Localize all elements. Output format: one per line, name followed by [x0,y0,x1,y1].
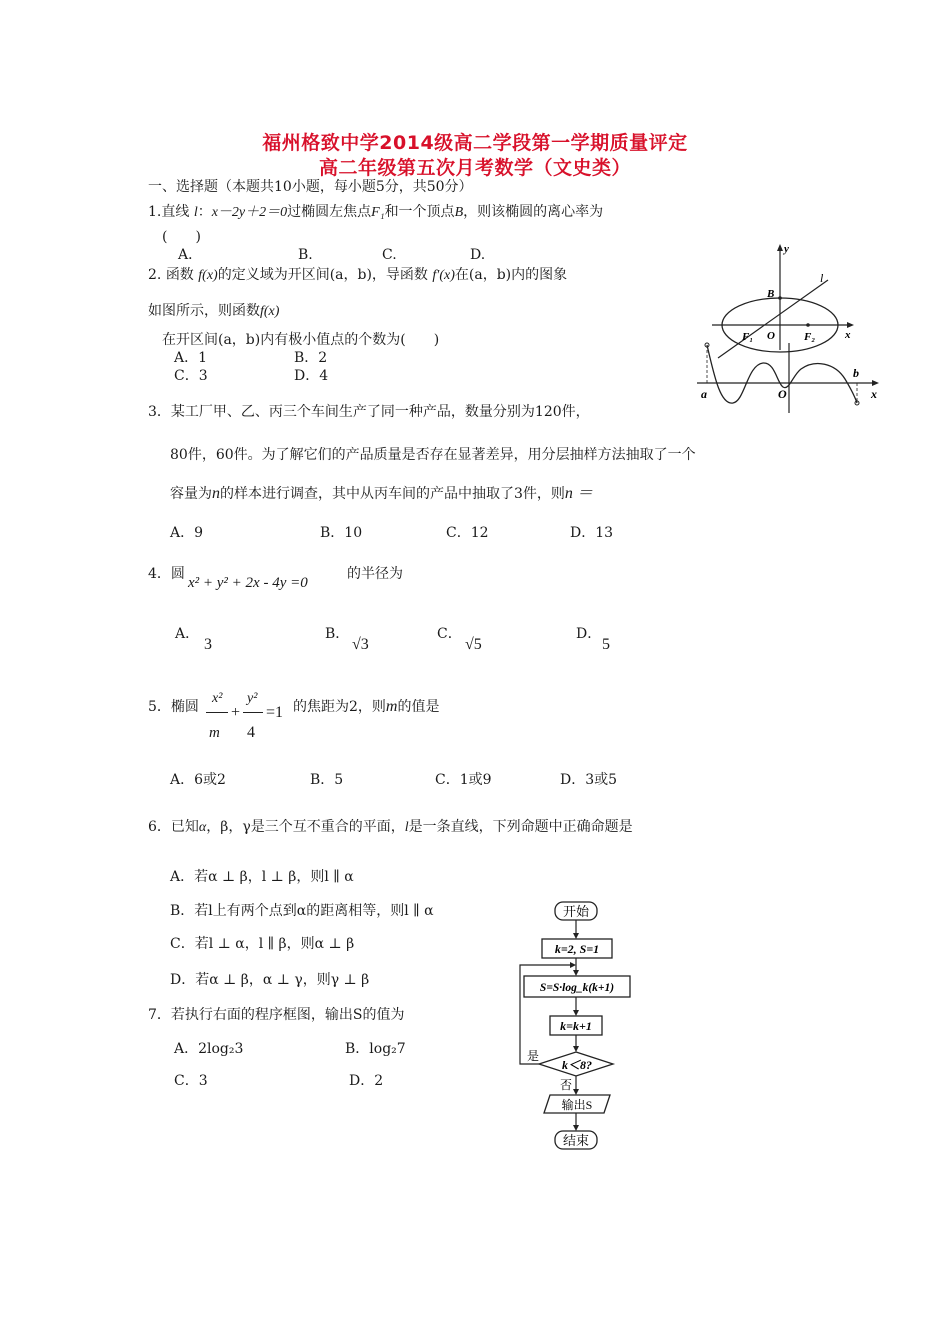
question-2 [148,266,567,285]
q5-text-a: 的焦距为2，则 [293,699,386,715]
question-1 [148,203,603,222]
q2-line3: 在开区间(a，b)内有极小值点的个数为( ) [162,332,440,348]
q1-option-b: B. [298,247,313,263]
q1-f1: F₁ [371,205,385,220]
q6-text-c: 是一条直线，下列命题中正确命题是 [408,819,633,835]
flow-no-label: 否 [560,1078,573,1092]
page-subtitle: 高二年级第五次月考数学（文史类） [318,157,631,179]
q2-fx2: f(x) [260,304,280,319]
y-arrow [777,244,783,251]
flow-arrowhead-6 [573,1125,579,1131]
q4-option-b: B． [325,626,350,642]
q5-text-b: 的值是 [397,699,440,715]
label-o: O [778,387,787,401]
flow-condition-label: k＜8? [561,1058,593,1072]
label-b: b [853,366,859,380]
q4-option-d: D． [576,626,602,642]
q6-line1 [148,818,633,837]
q2-text-b: 的定义域为开区间(a，b)，导函数 [217,267,428,283]
q7-line1: 7．若执行右面的程序框图，输出S的值为 [148,1007,405,1023]
q6-option-a: A．若α ⊥ β，l ⊥ β，则l ∥ α [170,869,354,885]
q6-option-b: B．若l上有两个点到α的距离相等，则l ∥ α [170,903,434,919]
section-heading: 一、选择题（本题共10小题，每小题5分，共50分） [148,179,473,195]
q6-l: l [404,820,409,835]
q1-num: 1. [148,204,162,220]
q5-frac1-bar [206,712,228,713]
q3-text-a: 容量为 [170,486,212,502]
q3-option-d: D．13 [570,525,614,541]
q4-value-a: 3 [204,636,212,653]
flow-arrowhead-2 [573,970,579,976]
label-b: B [767,288,775,300]
q2-fpx: f′(x) [432,268,455,283]
q2-option-c: C．3 [174,368,208,384]
q4-option-c: C． [437,626,462,642]
q5-num: 5．椭圆 [148,699,199,715]
q1-option-d: D. [470,247,486,263]
label-o: O [767,330,775,342]
flow-end-label: 结束 [562,1133,590,1148]
q6-alpha: α [198,820,207,835]
q6-text-b: ，β，γ是三个互不重合的平面， [206,819,405,835]
q5-frac2-num: y² [247,691,258,706]
q6-option-d: D．若α ⊥ β，α ⊥ γ，则γ ⊥ β [170,972,370,988]
q2-option-d: D．4 [294,368,329,384]
flow-arrowhead-4 [573,1046,579,1052]
q1-option-c: C. [382,247,397,263]
flow-increment-label: k=k+1 [560,1019,592,1033]
label-l: l [820,271,824,285]
point-b [778,296,782,300]
page-title: 福州格致中学2014级高二学段第一学期质量评定 [262,132,688,154]
q1-option-a: A． [178,247,203,263]
q4-end: 的半径为 [347,566,403,582]
q2-num: 2. [148,267,162,283]
q6-option-c: C．若l ⊥ α，l ∥ β，则α ⊥ β [170,936,355,952]
flow-init-label: k=2, S=1 [554,942,600,956]
flow-loop-arrowhead [570,962,576,968]
q1-eq: x－2y＋2＝0 [211,205,288,220]
q5-frac1-den: m [209,725,220,741]
q5-option-c: C．1或9 [435,772,492,788]
flow-yes-label: 是 [527,1049,540,1063]
q5-m: m [385,698,398,715]
q1-colon: ： [197,204,212,220]
label-y: y [784,243,789,255]
q4-value-b: √3 [352,636,369,653]
q3-option-a: A．9 [170,525,204,541]
q1-end: ，则该椭圆的离心率为 [463,204,604,220]
q1-mid: 过椭圆左焦点 [287,204,372,220]
q2-text-a: 函数 [165,267,194,283]
q6-text-a: 6．已知 [148,819,199,835]
q1-paren: ( ) [162,229,201,245]
flow-start-label: 开始 [562,904,590,919]
q4-num: 4．圆 [148,566,185,582]
q3-n-eq: n ＝ [564,485,593,502]
q5-option-b: B．5 [310,772,344,788]
flowchart [510,895,640,1160]
q4-equation: x² + y² + 2x - 4y =0 [188,575,308,591]
q5-frac1-num: x² [212,691,223,706]
q3-line3 [170,485,593,503]
q2-option-b: B．2 [294,350,328,366]
q2-text-c: 在(a，b)内的图象 [454,267,568,283]
q2-line2 [148,302,279,321]
q2-text-d: 如图所示，则函数 [148,303,260,319]
x-arrow [847,322,854,328]
label-x: x [845,329,851,341]
q1-mid2: 和一个顶点 [384,204,455,220]
q5-end [293,698,439,716]
q3-n: n [212,485,220,502]
point-f2 [806,323,810,327]
q5-option-d: D．3或5 [560,772,618,788]
q5-plus: + [231,704,241,721]
q3-option-b: B．10 [320,525,363,541]
q2-fx: f(x) [198,268,218,283]
label-f1: F₁ [742,331,754,343]
q3-line1: 3．某工厂甲、乙、丙三个车间生产了同一种产品，数量分别为120件， [148,404,590,420]
q4-value-d: 5 [602,636,610,653]
q5-eq1: =1 [266,704,284,721]
q3-option-c: C．12 [446,525,489,541]
flow-arrowhead-5 [573,1089,579,1095]
q7-option-d: D．2 [349,1073,384,1089]
label-a: a [701,387,707,401]
q7-option-b: B．log₂7 [345,1041,406,1057]
q7-option-c: C．3 [174,1073,208,1089]
q2-option-a: A．1 [174,350,208,366]
q1-l: l [193,205,198,220]
x-arrow [872,380,879,386]
q5-frac2-bar [243,712,263,713]
q5-frac2-den: 4 [247,724,255,741]
label-f2: F₂ [804,331,816,343]
q4-option-a: A． [175,626,200,642]
q3-line2: 80件，60件。为了解它们的产品质量是否存在显著差异，用分层抽样方法抽取了一个 [170,447,696,463]
q5-option-a: A．6或2 [170,772,226,788]
flow-arrowhead-1 [573,933,579,939]
flow-arrowhead-3 [573,1010,579,1016]
label-x: x [871,387,877,401]
q1-pre: 直线 [161,204,190,220]
derivative-figure [695,335,885,415]
q4-value-c: √5 [465,636,482,653]
flow-output-label: 输出S [561,1098,593,1112]
flow-assign-label: S=S·log_k(k+1) [539,982,615,994]
q7-option-a: A．2log₂3 [174,1041,244,1057]
q1-b: B [454,205,464,220]
q3-text-b: 的样本进行调查，其中从丙车间的产品中抽取了3件，则 [220,486,565,502]
